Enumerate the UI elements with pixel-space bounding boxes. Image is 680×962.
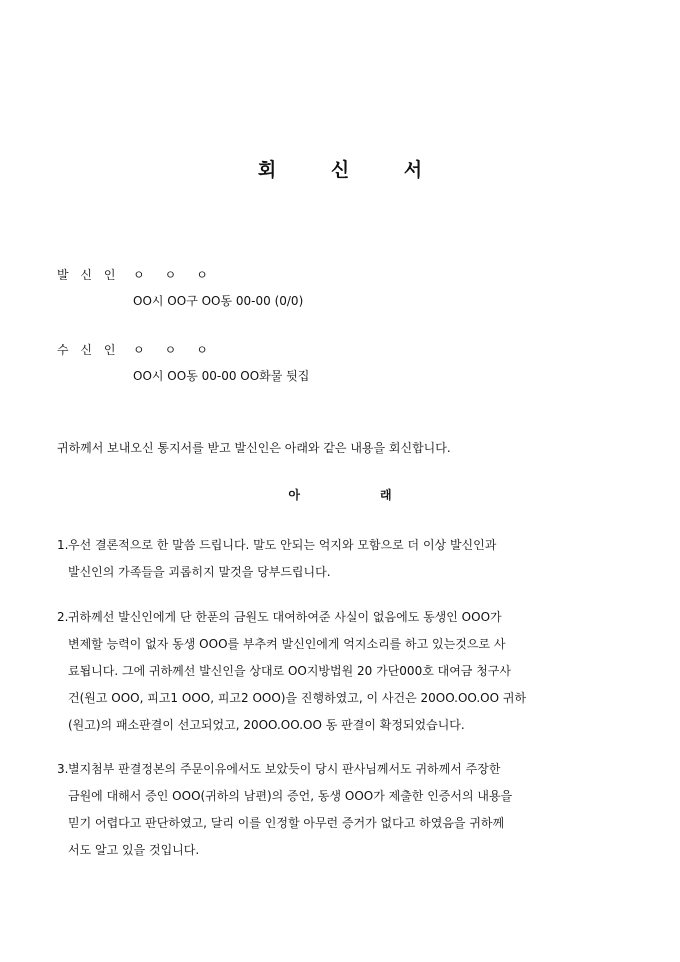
item-line: 료됩니다. 그에 귀하께선 발신인을 상대로 OO지방법원 20 가단000호 대여금 청구사 [68,664,511,678]
title-char: 서 [403,159,423,181]
name-mark: ㅇ [164,343,177,357]
title-char: 신 [330,159,350,181]
sender-name [133,268,228,282]
sender-label: 발 신 인 [57,268,120,282]
name-mark: ㅇ [196,343,208,357]
item-text [57,532,625,586]
item-text [57,756,625,864]
item-number: 3. [57,762,69,776]
item-line: 변제할 능력이 없자 동생 OOO를 부추켜 발신인에게 억지소리를 하고 있는것으로 사 [68,637,506,651]
item-line: 귀하께선 발신인에게 단 한푼의 금원도 대여하여준 사실이 없음에도 동생인 OOO가 [68,610,502,624]
item-line: 별지첨부 판결정본의 주문이유에서도 보았듯이 당시 판사님께서도 귀하께서 주장한 [68,762,501,776]
name-mark: ㅇ [133,268,145,282]
intro-paragraph: 귀하께서 보내오신 통지서를 받고 발신인은 아래와 같은 내용을 회신합니다. [57,441,451,455]
name-mark: ㅇ [196,268,208,282]
item-line: 건(원고 OOO, 피고1 OOO, 피고2 OOO)을 진행하였고, 이 사건은 20OO.OO.OO 귀하 [68,691,527,705]
list-item [57,604,625,739]
section-heading-char: 래 [380,488,392,502]
list-item [57,532,625,586]
recipient-label: 수 신 인 [57,343,120,357]
item-text [57,604,625,739]
item-line: 금원에 대해서 증인 OOO(귀하의 남편)의 증언, 동생 OOO가 제출한 인증서의 내용을 [68,789,513,803]
sender-row [57,266,228,283]
item-line: 우선 결론적으로 한 말씀 드립니다. 말도 안되는 억지와 모함으로 더 이상 발신인과 [68,538,497,552]
section-heading-char: 아 [288,488,300,502]
name-mark: ㅇ [164,268,177,282]
sender-address: OO시 OO구 OO동 00-00 (0/0) [133,294,304,308]
list-item [57,756,625,864]
item-line: (원고)의 패소판결이 선고되었고, 20OO.OO.OO 동 판결이 확정되었습니다. [68,718,465,732]
item-number: 1. [57,538,69,552]
title-char: 회 [257,159,277,181]
name-mark: ㅇ [133,343,145,357]
recipient-address: OO시 OO동 00-00 OO화물 뒷집 [133,369,310,383]
item-line: 서도 알고 있을 것입니다. [68,843,200,857]
section-heading [0,486,680,503]
recipient-name [133,343,228,357]
document-title [0,155,680,182]
item-number: 2. [57,610,69,624]
recipient-row [57,341,228,358]
item-line: 믿기 어렵다고 판단하였고, 달리 이를 인정할 아무런 증거가 없다고 하였음을 귀하께 [68,816,505,830]
item-line: 발신인의 가족들을 괴롭히지 말것을 당부드립니다. [68,565,331,579]
